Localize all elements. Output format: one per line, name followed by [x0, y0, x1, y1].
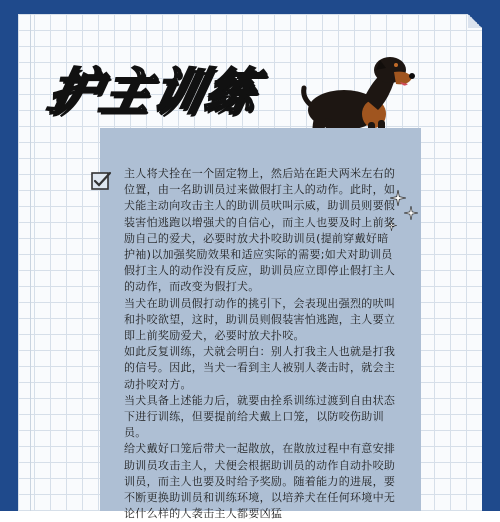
sparkle-icon [404, 206, 418, 220]
article-body [124, 166, 396, 522]
paragraph: 当犬具备上述能力后，就要由拴系训练过渡到自由状态下进行训练，但要提前给犬戴上口笼，以防咬伤助训员。 [124, 393, 396, 440]
paragraph: 主人将犬拴在一个固定物上，然后站在距犬两米左右的位置，由一名助训员过来做假打主人的动作。此时，如犬能主动向攻击主人的助训员吠叫示威，助训员则要假装害怕逃跑以增强犬的自信心，而主人也要及时上前奖励自己的爱犬，必要时放犬扑咬助训员(提前穿戴好暗护袖)以加强奖励效果和适应实际的需要;如犬对助训员假打主人的动作没有反应，助训员应立即停止假打主人的动作，而改变为假打犬。 [124, 167, 396, 294]
paper-corner-fold [468, 14, 482, 28]
paragraph: 当犬在助训员假打动作的挑引下，会表现出强烈的吠叫和扑咬欲望，这时，助训员则假装害怕逃跑，主人要立即上前奖励爱犬，必要时放犬扑咬。 [124, 296, 396, 343]
paper-margin-line [30, 14, 31, 511]
checked-box-icon [90, 170, 112, 192]
paragraph: 如此反复训练，犬就会明白：别人打我主人也就是打我的信号。因此，当犬一看到主人被别人袭击时，就会主动扑咬对方。 [124, 345, 396, 391]
page-title: 护主训练 [42, 63, 264, 121]
paragraph: 给犬戴好口笼后带犬一起散放，在散放过程中有意安排助训员攻击主人，犬便会根据助训员的动作自动扑咬助训员，而主人也要及时给予奖励。随着能力的进展，要不断更换助训员和训练环境，以培养犬在任何环境中无论什么样的人袭击主人都要凶猛 [124, 442, 396, 521]
